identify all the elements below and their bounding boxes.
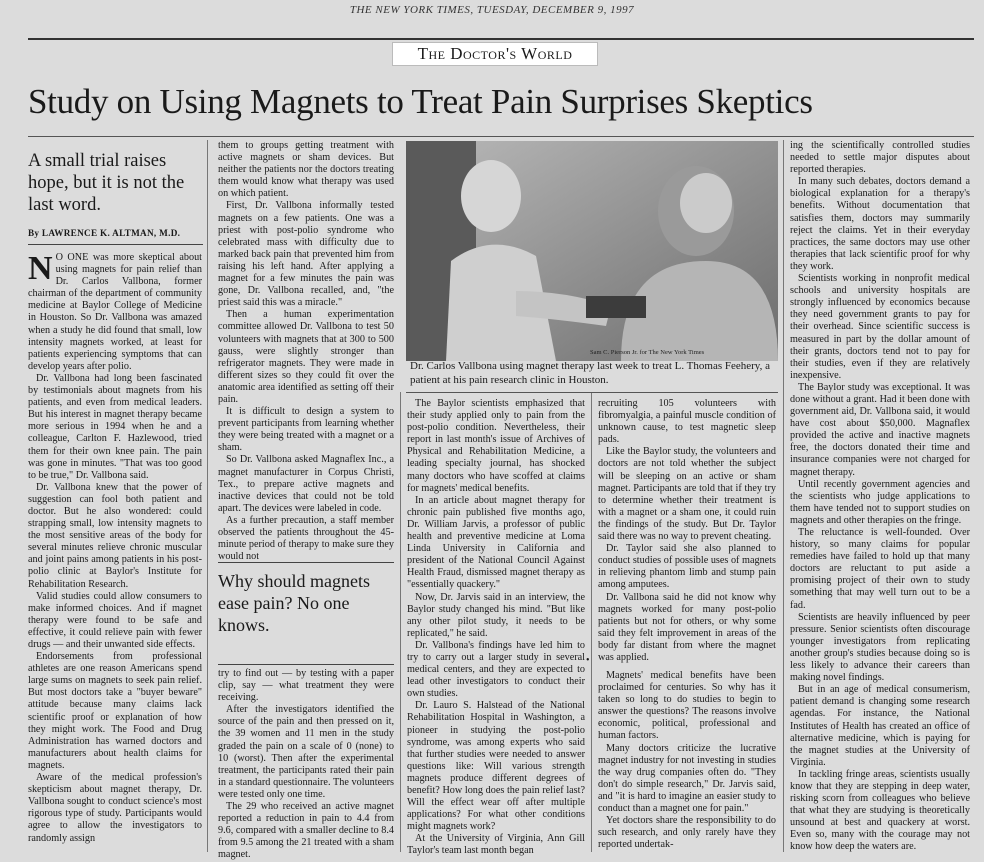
column-divider: [783, 140, 784, 852]
byline-rule: [28, 244, 203, 245]
paragraph: Many doctors criticize the lucrative magnet industry for not investing in studies the way drug companies often do. "They don't do simple research," Dr. Jarvis said, and "it is hard to imagine an easier study to conduct than a magnet one for pain.": [598, 742, 776, 815]
article-column-2-top: [218, 140, 394, 563]
top-rule: [28, 38, 974, 40]
byline: By LAWRENCE K. ALTMAN, M.D.: [28, 228, 181, 238]
deck-subhead: A small trial raises hope, but it is not the last word.: [28, 151, 185, 215]
paragraph: Dr. Vallbona's findings have led him to try to carry out a larger study in several medical centers, and they are expected to lead other investigators to conduct their own studies.: [407, 639, 585, 700]
paragraph: Scientists are heavily influenced by peer pressure. Senior scientists often discourage younger investigators from replicating another group's studies because doing so is less likely to advance their careers than making novel findings.: [790, 611, 970, 684]
paragraph: First, Dr. Vallbona informally tested magnets on a few patients. One was a priest with post-polio syndrome who celebrated mass with difficulty due to marked back pain that prevented him from raising his left hand. After applying a magnet for a few minutes the pain was gone, Dr. Vallbona recalled, and, "the priest said this was a miracle.": [218, 200, 394, 309]
paragraph: Now, Dr. Jarvis said in an interview, the Baylor study changed his mind. "But like any other pilot study, it needs to be replicated," he said.: [407, 591, 585, 639]
drop-cap: N: [28, 250, 53, 287]
paragraph: Dr. Vallbona had long been fascinated by testimonials about magnets from his patients, and even from medical leaders. But his interest in magnet therapy became more serious in 1994 when he and a colleague, Carlton F. Hazlewood, tried them for their own knee pain. The pain was gone in minutes. "That was too good to be true," Dr. Vallbona said.: [28, 372, 202, 481]
headline: Study on Using Magnets to Treat Pain Surprises Skeptics: [28, 82, 813, 121]
paragraph: Valid studies could allow consumers to make informed choices. And if magnet therapy were found to be safe and effective, it could relieve pain with fewer drugs — and their unwanted side effects.: [28, 590, 202, 650]
paragraph: Dr. Vallbona said he did not know why magnets worked for many post-polio patients but not for others, or why some said they felt improvement in areas of the body far distant from where the magnet was applied.: [598, 591, 776, 663]
article-column-3: [407, 398, 585, 857]
photo-illustration: [406, 141, 778, 361]
column-divider: [591, 392, 592, 852]
paragraph: Endorsements from professional athletes are one reason Americans spend large sums on magnets to seek pain relief. But most doctors take a "buyer beware" attitude because many claims lack scientific proof or explanation of how they might work. The Food and Drug Administration has warned doctors and manufacturers about health claims for magnets.: [28, 651, 202, 771]
paragraph: Like the Baylor study, the volunteers and doctors are not told whether the subject will be sleeping on an active or sham magnet. Participants are told that if they try to determine whether their treatment is with a magnet or a sham one, it could ruin the findings of the study. But Dr. Taylor said there was no way to prevent cheating.: [598, 446, 776, 543]
paragraph: Aware of the medical profession's skepticism about magnet therapy, Dr. Vallbona sought to conduct science's most rigorous type of study. Participants would agree to allow the investigators to randomly assign: [28, 772, 202, 844]
article-column-5: [790, 140, 970, 852]
paragraph: But in an age of medical consumerism, patient demand is changing some research agendas. For instance, the National Institutes of Health has created an office of alternative medicine, which is paying for the magnet studies at the University of Virginia.: [790, 684, 970, 768]
paragraph: Dr. Lauro S. Halstead of the National Rehabilitation Hospital in Washington, a pioneer in studying the post-polio syndrome, was among experts who said that further studies were needed to answer questions like: Will various strength magnets produce different degrees of benefit? How long does the pain relief last? Will the effect wear off after multiple applications? For what other conditions might magnets work?: [407, 700, 585, 833]
paragraph: Dr. Vallbona knew that the power of suggestion can fool both patient and doctor. But he also wondered: could strapping small, low intensity magnets to the most sensitive areas of the body for several minutes relieve chronic muscular and joint pains among patients in his post-polio clinic at Baylor's Institute for Rehabilitation Research.: [28, 481, 202, 590]
paragraph: In an article about magnet therapy for chronic pain published five months ago, Dr. William Jarvis, a professor of public health and preventive medicine at Loma Linda University in California and president of the National Council Against Health Fraud, dismissed magnet therapy as "essentially quackery.": [407, 494, 585, 591]
paragraph: recruiting 105 volunteers with fibromyalgia, a painful muscle condition of unknown cause, to test magnetic sleep pads.: [598, 398, 776, 446]
paragraph: N O ONE was more skeptical about using magnets for pain relief than Dr. Carlos Vallbona, former chairman of the department of community medicine at Baylor College of Medicine in Houston. So Dr. Vallbona was amazed when a study he did found that small, low intensity magnets worked, at least for patients experiencing symptoms that can develop years after polio.: [28, 250, 202, 372]
photo: [406, 141, 778, 361]
paragraph: Scientists working in nonprofit medical schools and university hospitals are strongly influenced by economics because they need government grants to pay for their overhead. Since scientific success is measured in part by the dollar amount of their grants, doctors tend not to pay for their studies, even if they are relatively inexpensive.: [790, 273, 970, 381]
paragraph: Magnets' medical benefits have been proclaimed for centuries. So why has it taken so long to do studies to begin to answer the questions? The reasons involve economic, political, professional and human factors.: [598, 670, 776, 742]
dateline: THE NEW YORK TIMES, TUESDAY, DECEMBER 9, 1997: [349, 4, 635, 16]
pull-quote-rule: [218, 562, 394, 563]
paragraph: At the University of Virginia, Ann Gill Taylor's team last month began: [407, 833, 585, 857]
paragraph: ing the scientifically controlled studies needed to settle major disputes about reported therapies.: [790, 140, 970, 176]
section-title: The Doctor's World: [392, 42, 598, 66]
paragraph: So Dr. Vallbona asked Magnaflex Inc., a magnet manufacturer in Corpus Christi, Tex., to prepare active magnets and inactive devices that could not be told apart. The devices were labeled in code.: [218, 454, 394, 514]
pull-quote-rule: [218, 664, 394, 665]
article-column-1: [28, 252, 202, 852]
paragraph: The Baylor study was exceptional. It was done without a grant. Had it been done with government aid, Dr. Vallbona said, it would have cost about $50,000. Magnaflex provided the active and inactive magnets free, the doctors donated their time and insurance companies were not charged for magnet therapy.: [790, 381, 970, 478]
article-column-4-bottom: [598, 670, 776, 852]
column-divider: [207, 140, 208, 852]
paragraph: Yet doctors share the responsibility to do such research, and only rarely have they reported undertak-: [598, 815, 776, 851]
paragraph: In many such debates, doctors demand a biological explanation for a therapy's benefits. Without documentation that satisfies them, doctors may summarily reject the claims. Yet in their everyday practices, the same doctors may use other therapies that lack scientific proof for why they work.: [790, 176, 970, 272]
paragraph: It is difficult to design a system to prevent participants from learning whether they were being treated with a magnet or a sham.: [218, 406, 394, 454]
caption-rule: [406, 392, 778, 393]
paragraph: The reluctance is well-founded. Over history, so many claims for popular remedies have failed to hold up that many doctors are reluctant to put aside a promising project of their own to study something that may well turn out to be a fad.: [790, 527, 970, 611]
photo-caption: Dr. Carlos Vallbona using magnet therapy last week to treat L. Thomas Feehery, a patient at his pain research clinic in Houston.: [410, 360, 770, 386]
headline-rule: [28, 136, 974, 137]
photo-credit: Sam C. Pierson Jr. for The New York Times: [590, 349, 705, 356]
paragraph: Then a human experimentation committee allowed Dr. Vallbona to test 50 volunteers with magnets that at 300 to 500 gauss, were slightly stronger than refrigerator magnets. They were made in different sizes so they could fit over the anatomic area identified as setting off their pain.: [218, 309, 394, 405]
section-bullet: •: [586, 655, 590, 666]
paragraph: In tackling fringe areas, scientists usually know that they are stepping in deep water, risking scorn from colleagues who believe that what they are studying is theoretically unsound at best and quackery at worst. Even so, many with the courage may not know how deep the waters are.: [790, 768, 970, 853]
paragraph: try to find out — by testing with a paper clip, say — what treatment they were receiving.: [218, 668, 394, 704]
article-column-2-bottom: [218, 668, 394, 861]
paragraph: The Baylor scientists emphasized that their study applied only to pain from the post-polio condition. Nevertheless, their report in last month's issue of Archives of Physical and Rehabilitation Medicine, a leading specialty journal, has shocked many doctors who have scoffed at claims for magnets' medical benefits.: [407, 398, 585, 494]
paragraph: As a further precaution, a staff member observed the patients throughout the 45-minute period of therapy to make sure they would not: [218, 514, 394, 563]
pull-quote: Why should magnets ease pain? No one knows.: [218, 571, 370, 635]
paragraph: them to groups getting treatment with active magnets or sham devices. But neither the patients nor the doctors treating them would know what therapy was used on which patient.: [218, 140, 394, 200]
paragraph: The 29 who received an active magnet reported a reduction in pain to 4.4 from 9.6, compared with a smaller decline to 8.4 from 9.5 among the 21 treated with a sham magnet.: [218, 801, 394, 861]
column-divider: [400, 392, 401, 852]
paragraph: Dr. Taylor said she also planned to conduct studies of possible uses of magnets in relieving phantom limb and stump pain among amputees.: [598, 543, 776, 591]
paragraph: After the investigators identified the source of the pain and then pressed on it, the 39 women and 11 men in the study graded the pain on a scale of 0 (none) to 10 (worst). Then after the experimental treatment, the participants rated their pain in a standard questionnaire. The volunteers were tested only one time.: [218, 704, 394, 800]
article-column-4-top: [598, 398, 776, 663]
paragraph: Until recently government agencies and the scientists who judge applications to them have tended not to support studies on magnets and other therapies on the fringe.: [790, 478, 970, 526]
